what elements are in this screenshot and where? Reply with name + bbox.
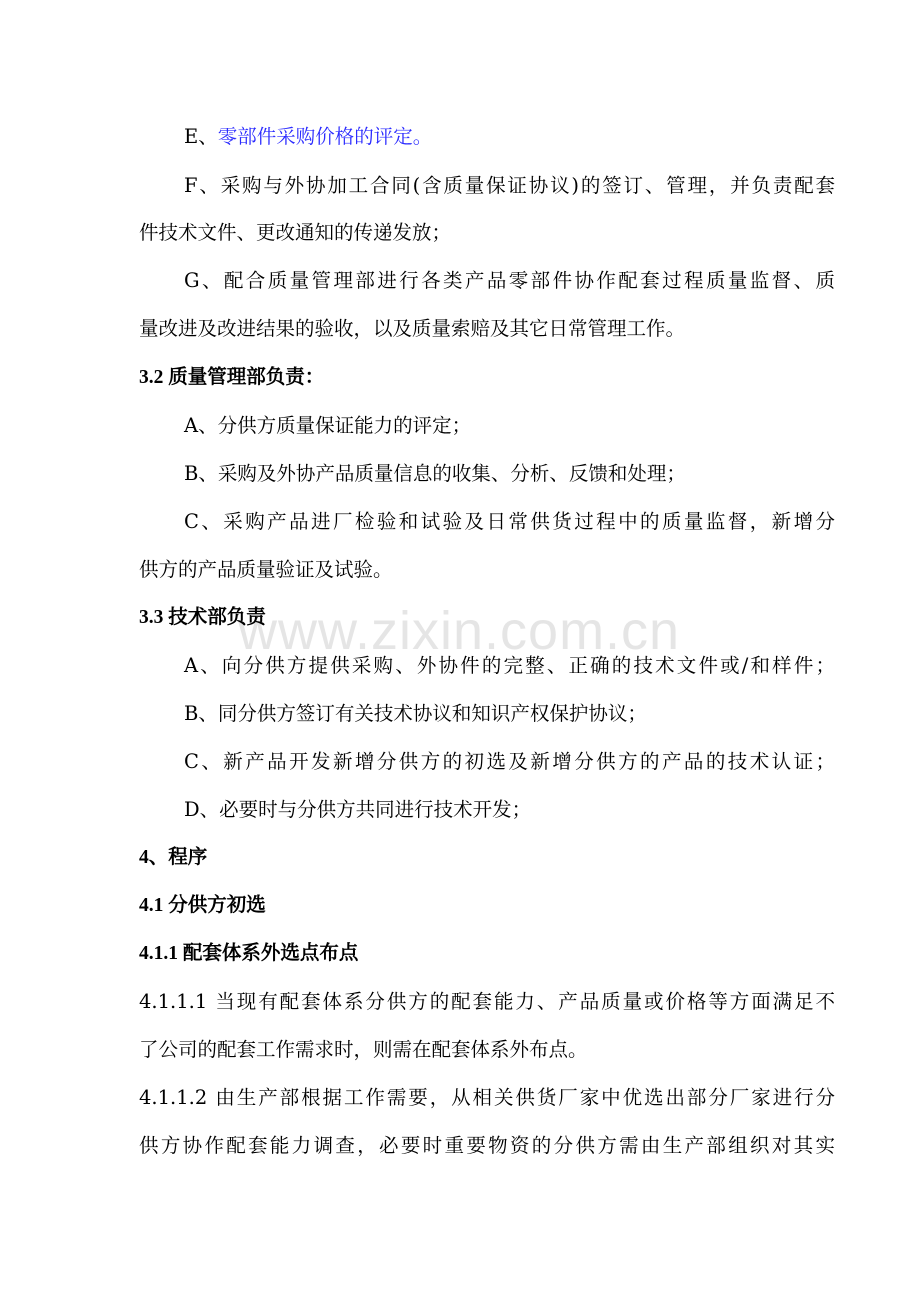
watermark: www.zixin.com.cn xyxy=(238,601,681,661)
paragraph-4-1-1-2: 4.1.1.2 由生产部根据工作需要，从相关供货厂家中优选出部分厂家进行分 xyxy=(139,1086,835,1109)
item-c: C、新产品开发新增分供方的初选及新增分供方的产品的技术认证； xyxy=(184,750,835,773)
item-c-cont: 供方的产品质量验证及试验。 xyxy=(139,558,393,581)
item-prefix: E、 xyxy=(184,125,218,148)
section-heading-3-2: 3.2 质量管理部负责： xyxy=(139,367,325,388)
item-f-cont: 件技术文件、更改通知的传递发放； xyxy=(139,221,452,244)
item-g: G、配合质量管理部进行各类产品零部件协作配套过程质量监督、质 xyxy=(184,269,835,292)
item-e xyxy=(184,123,432,151)
paragraph-4-1-1-1: 4.1.1.1 当现有配套体系分供方的配套能力、产品质量或价格等方面满足不 xyxy=(139,990,835,1013)
item-b: B、同分供方签订有关技术协议和知识产权保护协议； xyxy=(184,702,647,725)
section-heading-4: 4、程序 xyxy=(139,847,208,868)
item-a: A、分供方质量保证能力的评定； xyxy=(184,414,472,437)
item-a: A、向分供方提供采购、外协件的完整、正确的技术文件或/和样件； xyxy=(184,654,835,677)
section-heading-4-1-1: 4.1.1 配套体系外选点布点 xyxy=(139,943,359,964)
link-text[interactable]: 零部件采购价格的评定。 xyxy=(217,125,433,148)
item-c: C、采购产品进厂检验和试验及日常供货过程中的质量监督，新增分 xyxy=(184,510,835,533)
section-heading-4-1: 4.1 分供方初选 xyxy=(139,895,266,916)
paragraph-4-1-1-2-cont: 供方协作配套能力调查，必要时重要物资的分供方需由生产部组织对其实 xyxy=(139,1134,835,1157)
paragraph-4-1-1-1-cont: 了公司的配套工作需求时，则需在配套体系外布点。 xyxy=(139,1038,588,1061)
item-b: B、采购及外协产品质量信息的收集、分析、反馈和处理； xyxy=(184,462,686,485)
section-heading-3-3: 3.3 技术部负责 xyxy=(139,607,266,628)
item-f: F、采购与外协加工合同(含质量保证协议)的签订、管理，并负责配套 xyxy=(184,174,835,197)
item-g-cont: 量改进及改进结果的验收，以及质量索赔及其它日常管理工作。 xyxy=(139,317,686,340)
item-d: D、必要时与分供方共同进行技术开发； xyxy=(184,798,532,821)
